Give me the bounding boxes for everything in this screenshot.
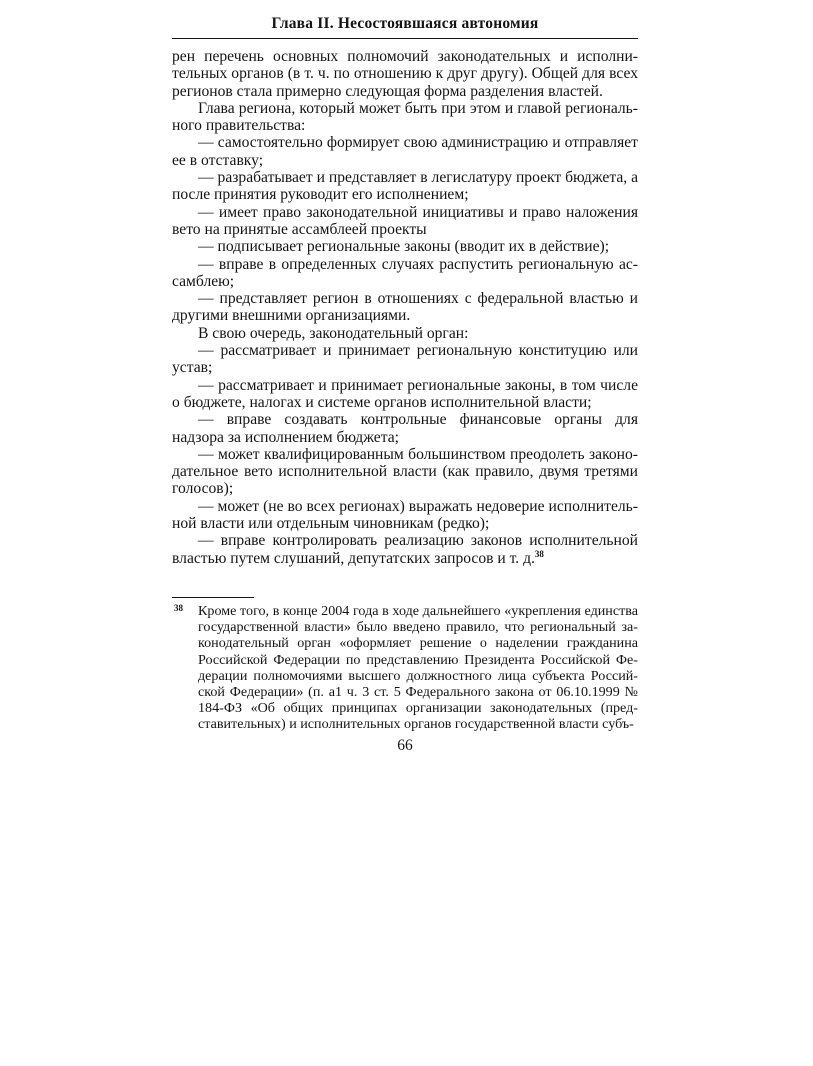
list-item: — самостоятельно формирует свою администрацию и отправляет ее в отставку; xyxy=(172,134,638,169)
list-item-text: — вправе контролировать реализацию законов исполнительной властью путем слушаний, депутатских запросов и т. д. xyxy=(172,532,638,567)
list-item: — разрабатывает и представляет в легислатуру проект бюджета, а после принятия руководит его исполнением; xyxy=(172,169,638,204)
list-item: — вправе в определенных случаях распустить региональную ассамблею; xyxy=(172,255,638,290)
list-item: — рассматривает и принимает региональные законы, в том числе о бюджете, налогах и системе органов исполнительной власти; xyxy=(172,376,638,411)
footnote xyxy=(172,603,638,733)
list-item: — может квалифицированным большинством преодолеть законодательное вето исполнительной власти (как правило, двумя третями голосов); xyxy=(172,445,638,498)
footnote-reference[interactable]: 38 xyxy=(534,548,544,559)
list-item xyxy=(172,532,638,567)
paragraph: Глава региона, который может быть при этом и главой регионального правительства: xyxy=(172,99,638,135)
paragraph: В свою очередь, законодательный орган: xyxy=(198,324,469,342)
list-item: — вправе создавать контрольные финансовые органы для надзора за исполнением бюджета; xyxy=(172,411,638,446)
footnote-text: Кроме того, в конце 2004 года в ходе дальнейшего «укрепления единства государственной власти» было введено правило, что региональный законодательный орган «оформляет решение о наделении гражданина Российской Федерации по представлению Президента Российской Федерации полномочиями высшего должностного лица субъекта Российской Федерации» (п. а1 ч. 3 ст. 5 Федерального закона от 06.10.1999 № 184-ФЗ «Об общих принципах организации законодательных (представительных) и исполнительных органов государственной власти субъ- xyxy=(198,603,638,733)
list-item: — рассматривает и принимает региональную конституцию или устав; xyxy=(172,342,638,377)
list-item: — подписывает региональные законы (вводит их в действие); xyxy=(198,238,610,256)
page-number: 66 xyxy=(397,737,413,754)
footnote-rule xyxy=(172,597,254,598)
header-rule xyxy=(172,38,638,39)
main-text xyxy=(172,48,638,567)
paragraph: рен перечень основных полномочий законодательных и исполнительных органов (в т. ч. по отношению к друг другу). Общей для всех регионов стала примерно следующая форма разделения властей. xyxy=(172,48,638,100)
list-item: — имеет право законодательной инициативы и право наложения вето на принятые ассамблеей проекты xyxy=(172,203,638,238)
running-head: Глава II. Несостоявшаяся автономия xyxy=(271,15,539,32)
footnote-marker: 38 xyxy=(174,603,183,613)
list-item: — представляет регион в отношениях с федеральной властью и другими внешними организациями. xyxy=(172,290,638,325)
list-item: — может (не во всех регионах) выражать недоверие исполнительной власти или отдельным чиновникам (редко); xyxy=(172,497,638,533)
